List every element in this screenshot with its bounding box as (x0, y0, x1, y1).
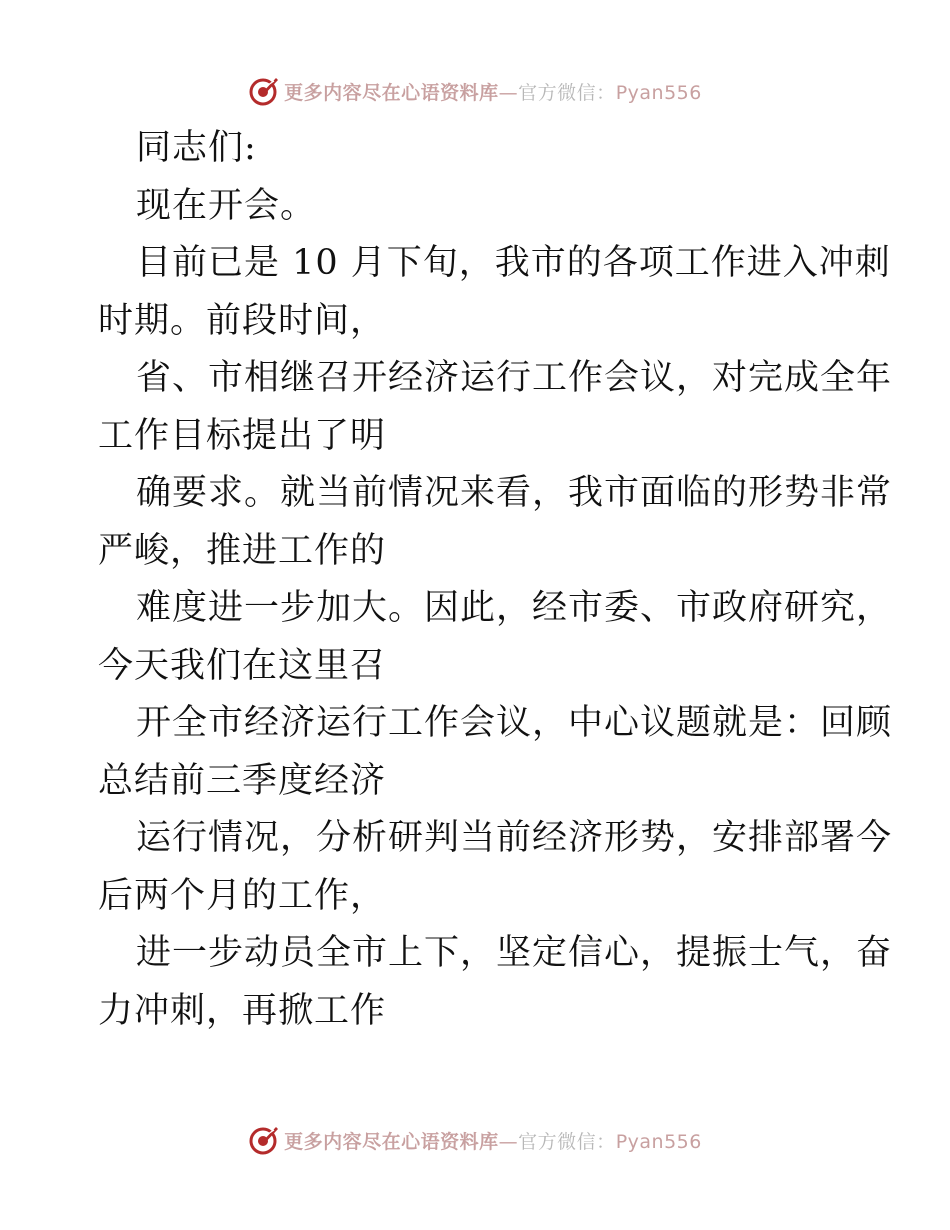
text-line: 现在开会。 (136, 185, 317, 226)
banner-dash: — (498, 81, 519, 104)
header-watermark-banner (0, 71, 950, 111)
salutation-line: 同志们: (136, 128, 257, 168)
footer-watermark-banner (0, 1120, 950, 1160)
text-line: 进一步动员全市上下，坚定信心，提振士气，奋 (136, 933, 893, 973)
quill-logo-icon (248, 75, 280, 107)
text-line: 总结前三季度经济 (98, 760, 387, 801)
text-line: 目前已是 10 月下旬，我市的各项工作进入冲刺 (136, 243, 891, 283)
banner-library-text: 更多内容尽在心语资料库 (284, 81, 499, 104)
banner-dash: — (498, 1130, 519, 1153)
quill-logo-icon (248, 1124, 280, 1156)
document-body (98, 120, 893, 1040)
banner-wechat-label: 官方微信： (518, 81, 616, 104)
text-line: 后两个月的工作， (98, 875, 387, 916)
text-line: 时期。前段时间， (98, 300, 387, 341)
banner-library-text: 更多内容尽在心语资料库 (284, 1130, 499, 1153)
banner-wechat-label: 官方微信： (518, 1130, 616, 1153)
text-line: 难度进一步加大。因此，经市委、市政府研究， (136, 588, 893, 628)
banner-wechat-id: Pyan556 (615, 81, 702, 104)
text-line: 省、市相继召开经济运行工作会议，对完成全年 (136, 358, 893, 398)
text-line: 今天我们在这里召 (98, 645, 387, 686)
text-line: 工作目标提出了明 (98, 415, 387, 456)
banner-wechat-id: Pyan556 (615, 1130, 702, 1153)
text-line: 开全市经济运行工作会议，中心议题就是：回顾 (136, 703, 893, 743)
text-line: 运行情况，分析研判当前经济形势，安排部署今 (136, 818, 893, 858)
text-line: 确要求。就当前情况来看，我市面临的形势非常 (136, 473, 893, 513)
text-line: 力冲刺，再掀工作 (98, 990, 387, 1031)
text-line: 严峻，推进工作的 (98, 530, 387, 571)
